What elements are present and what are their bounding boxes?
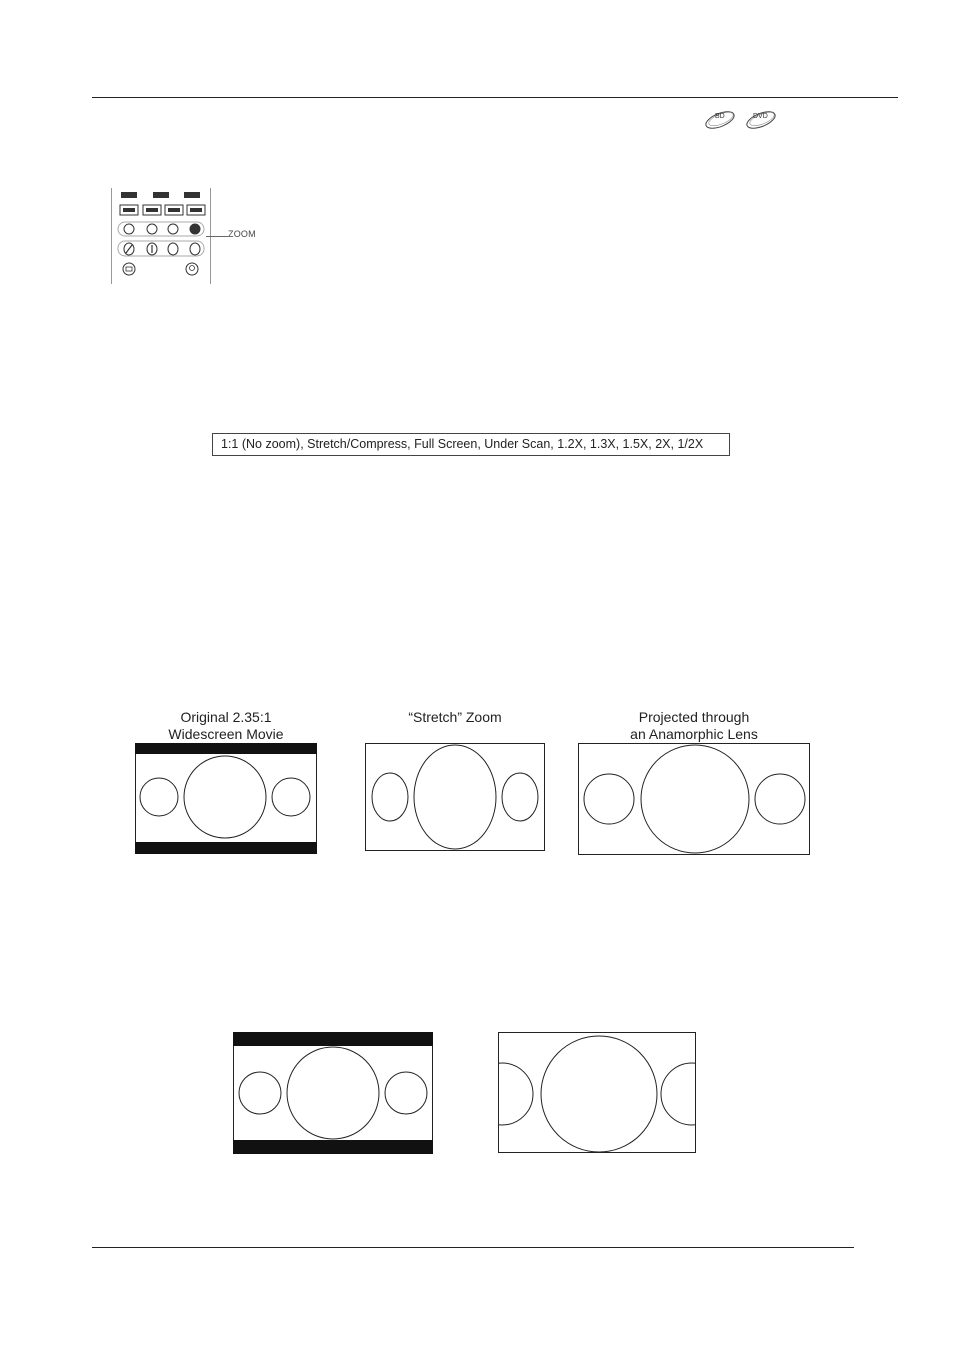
zoom-modes-box: 1:1 (No zoom), Stretch/Compress, Full Screen, Under Scan, 1.2X, 1.3X, 1.5X, 2X, 1/2X xyxy=(212,433,730,456)
original-widescreen-frame xyxy=(135,743,317,854)
stretch-zoom-frame xyxy=(365,743,545,851)
footer-rule xyxy=(92,1247,854,1248)
anamorphic-caption-line1: Projected through xyxy=(638,709,750,725)
original-caption-line2: Widescreen Movie xyxy=(168,726,284,742)
bd-disc-icon xyxy=(702,108,738,132)
zoom-callout-line xyxy=(206,236,228,237)
original-caption-line1: Original 2.35:1 xyxy=(180,709,272,725)
bd-disc-label: BD xyxy=(715,113,725,120)
original-caption xyxy=(136,709,316,743)
anamorphic-lens-frame xyxy=(578,743,810,855)
header-rule xyxy=(92,97,898,98)
anamorphic-caption-line2: an Anamorphic Lens xyxy=(630,726,758,742)
dvd-disc-label: DVD xyxy=(753,113,768,120)
zoom-callout-label: ZOOM xyxy=(228,229,256,239)
remote-control-illustration xyxy=(111,188,211,284)
anamorphic-caption xyxy=(579,709,809,743)
remote-buttons-icon xyxy=(112,188,210,284)
top-letterbox-bar xyxy=(233,1032,433,1046)
stretch-caption xyxy=(366,709,544,726)
bottom-letterbox-bar xyxy=(135,842,317,854)
dvd-disc-icon xyxy=(742,108,780,132)
zoomed-frame xyxy=(498,1032,696,1153)
top-letterbox-bar xyxy=(135,743,317,754)
stretch-caption-line1: “Stretch” Zoom xyxy=(408,709,502,725)
letterboxed-frame xyxy=(233,1032,433,1154)
bottom-letterbox-bar xyxy=(233,1140,433,1154)
